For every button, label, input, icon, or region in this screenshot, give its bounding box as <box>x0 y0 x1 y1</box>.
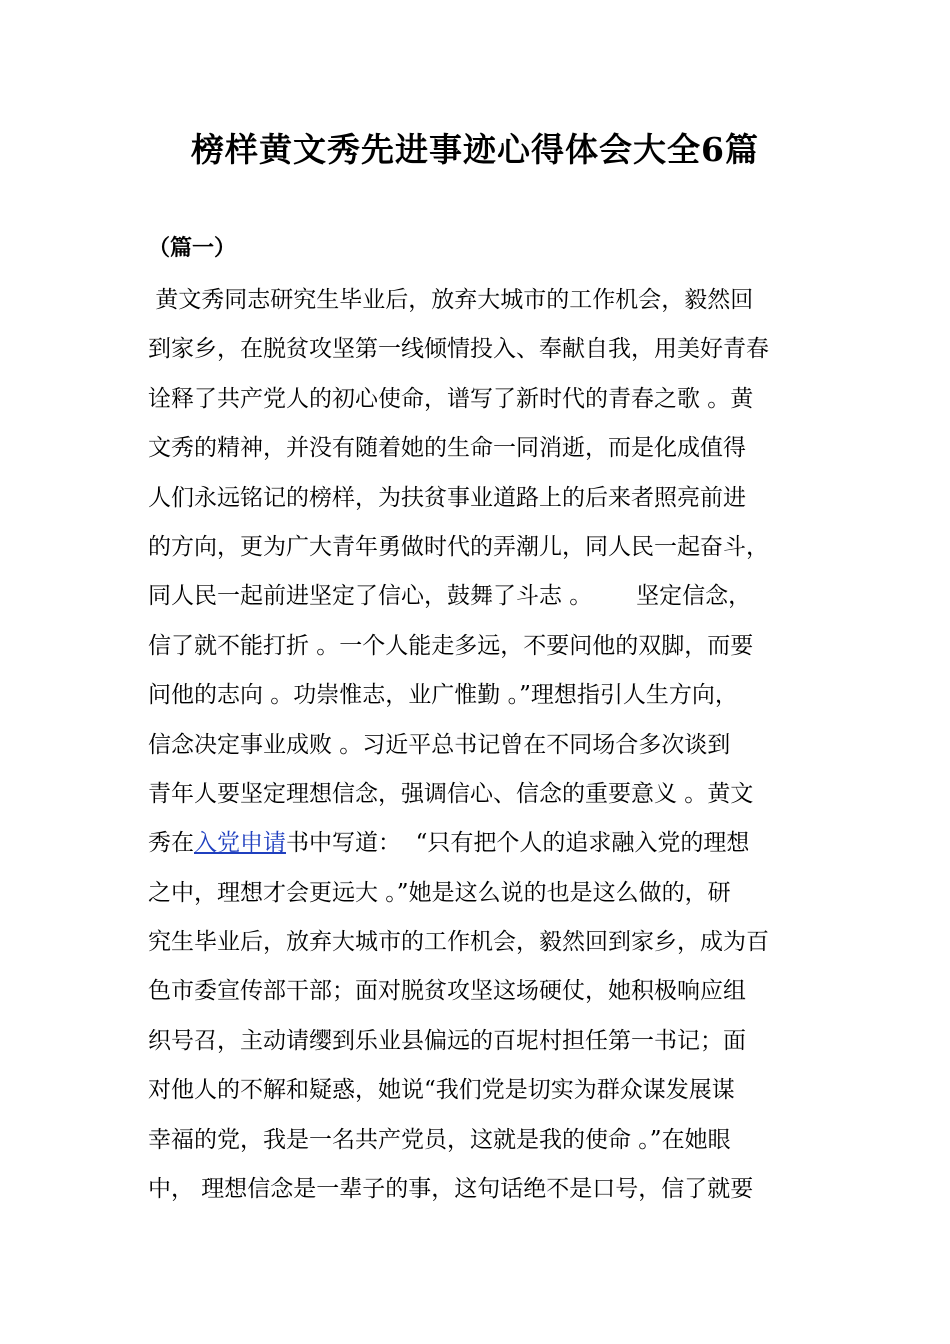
body-line: 文秀的精神，并没有随着她的生命一同消逝，而是化成值得 <box>148 435 746 462</box>
body-line: 黄文秀同志研究生毕业后，放弃大城市的工作机会，毅然回 <box>148 287 754 313</box>
body-line: 诠释了共产党人的初心使命，谱写了新时代的青春之歌 。黄 <box>148 385 754 412</box>
body-line: 人们永远铭记的榜样，为扶贫事业道路上的后来者照亮前进 <box>148 484 746 511</box>
body-line: 信念决定事业成败 。习近平总书记曾在不同场合多次谈到 <box>148 731 731 758</box>
body-line: 之中，理想才会更远大 。”她是这么说的也是这么做的，研 <box>148 879 731 906</box>
document-title: 榜样黄文秀先进事迹心得体会大全6篇 <box>191 130 759 169</box>
body-line: 青年人要坚定理想信念，强调信心、信念的重要意义 。黄文 <box>148 780 754 807</box>
body-line: 同人民一起前进坚定了信心，鼓舞了斗志 。 坚定信念， <box>148 583 752 610</box>
body-line-text-after-link: 书中写道： “只有把个人的追求融入党的理想 <box>286 830 750 857</box>
body-line: 的方向，更为广大青年勇做时代的弄潮儿，同人民一起奋斗， <box>148 533 769 560</box>
body-line: 究生毕业后，放弃大城市的工作机会，毅然回到家乡，成为百 <box>148 929 769 956</box>
body-line: 信了就不能打折 。一个人能走多远，不要问他的双脚，而要 <box>148 632 754 659</box>
application-link[interactable]: 入党申请 <box>194 830 286 857</box>
body-line-text-before-link: 秀在 <box>148 830 194 857</box>
body-line: 对他人的不解和疑惑，她说“我们党是切实为群众谋发展谋 <box>148 1077 735 1104</box>
body-line: 问他的志向 。功崇惟志，业广惟勤 。”理想指引人生方向， <box>148 682 738 709</box>
body-line: 色市委宣传部干部；面对脱贫攻坚这场硬仗，她积极响应组 <box>148 978 746 1005</box>
section-heading: （篇一） <box>148 235 237 261</box>
body-line: 中， 理想信念是一辈子的事，这句话绝不是口号，信了就要 <box>148 1176 754 1203</box>
body-line: 织号召，主动请缨到乐业县偏远的百坭村担任第一书记；面 <box>148 1027 746 1054</box>
body-line-with-link <box>148 824 808 873</box>
body-line: 到家乡，在脱贫攻坚第一线倾情投入、奉献自我，用美好青春 <box>148 336 769 363</box>
body-line: 幸福的党，我是一名共产党员，这就是我的使命 。”在她眼 <box>148 1126 731 1153</box>
body-text <box>148 281 808 1219</box>
